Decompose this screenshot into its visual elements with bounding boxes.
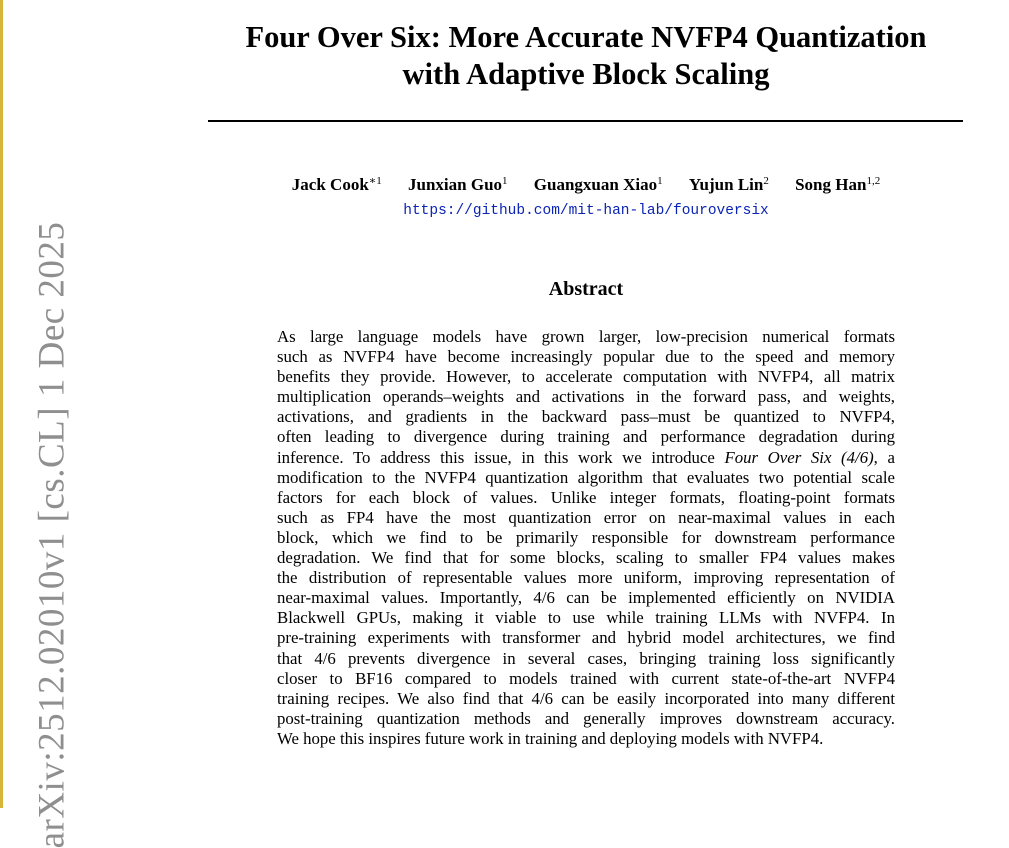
- abstract-line: [277, 387, 895, 407]
- author-name: Jack Cook: [291, 175, 369, 194]
- abstract-text-run: such as FP4 have the most quantization error on near-maximal values in each: [277, 507, 895, 527]
- abstract-line: [277, 689, 895, 709]
- abstract-line: [277, 608, 895, 628]
- abstract-line: [277, 709, 895, 729]
- author-list: [180, 174, 992, 196]
- github-repo-link[interactable]: https://github.com/mit-han-lab/fouroversix: [403, 203, 769, 219]
- author-affiliation: 1,2: [866, 175, 881, 187]
- abstract-line: [277, 649, 895, 669]
- abstract-line: [277, 628, 895, 648]
- abstract-line: [277, 669, 895, 689]
- author-affiliation: 1: [502, 175, 508, 187]
- abstract-text-run: closer to BF16 compared to models trained with current state-of-the-art NVFP4: [277, 668, 895, 688]
- abstract-line: [277, 528, 895, 548]
- abstract-line: [277, 367, 895, 387]
- abstract-text-run: Blackwell GPUs, making it viable to use while training LLMs with NVFP4. In: [277, 608, 895, 628]
- abstract-line: [277, 488, 895, 508]
- abstract-line: [277, 468, 895, 488]
- author: [534, 174, 663, 196]
- author-affiliation: ∗1: [368, 175, 382, 187]
- abstract-text-run: the distribution of representable values more uniform, improving representation of: [277, 568, 895, 588]
- abstract-line: [277, 427, 895, 447]
- abstract-text-run: often leading to divergence during training and performance degradation during: [277, 427, 895, 447]
- title-divider: [208, 120, 963, 122]
- abstract-text-run: We hope this inspires future work in training and deploying models with NVFP4.: [277, 728, 824, 748]
- author-name: Song Han: [795, 175, 867, 194]
- abstract-text-run: inference. To address this issue, in this work we introduce: [277, 447, 725, 467]
- abstract-text-run: As large language models have grown larger, low-precision numerical formats: [277, 327, 895, 346]
- title-line: Four Over Six: More Accurate NVFP4 Quantization: [245, 20, 927, 54]
- author: [292, 174, 382, 196]
- abstract-text-run: that 4/6 prevents divergence in several cases, bringing training loss significantly: [277, 648, 895, 668]
- abstract-text-run: training recipes. We also find that 4/6 can be easily incorporated into many different: [277, 688, 895, 708]
- title-line: with Adaptive Block Scaling: [402, 57, 770, 91]
- author: [795, 174, 880, 196]
- abstract-line: [277, 548, 895, 568]
- abstract-text-run: activations, and gradients in the backward pass–must be quantized to NVFP4,: [277, 407, 895, 427]
- abstract-text-run: pre-training experiments with transformer and hybrid model architectures, we find: [277, 628, 895, 648]
- abstract-text-run: block, which we find to be primarily responsible for downstream performance: [277, 527, 895, 547]
- abstract-line: [277, 407, 895, 427]
- author-name: Junxian Guo: [408, 175, 503, 194]
- margin-rule: [0, 0, 3, 808]
- abstract-text-run: modification to the NVFP4 quantization algorithm that evaluates two potential scale: [277, 467, 895, 487]
- abstract-line: [277, 588, 895, 608]
- abstract-text-run: , a: [873, 447, 895, 467]
- abstract-text-run: such as NVFP4 have become increasingly popular due to the speed and memory: [277, 347, 895, 367]
- author-affiliation: 1: [657, 175, 663, 187]
- arxiv-identifier-stamp: arXiv:2512.02010v1 [cs.CL] 1 Dec 2025: [31, 221, 73, 848]
- abstract-heading: Abstract: [548, 278, 624, 300]
- paper-title: [180, 19, 992, 93]
- abstract-line: [277, 729, 895, 749]
- abstract-text-run: degradation. We find that for some blocks, scaling to smaller FP4 values makes: [277, 548, 895, 568]
- author: [689, 174, 769, 196]
- abstract-line: [277, 448, 895, 468]
- method-name: Four Over Six (4/6): [724, 447, 874, 467]
- abstract-text: [277, 327, 895, 749]
- abstract-text-run: benefits they provide. However, to accelerate computation with NVFP4, all matrix: [277, 367, 895, 387]
- abstract-text-run: post-training quantization methods and generally improves downstream accuracy.: [277, 708, 895, 728]
- abstract-line: [277, 347, 895, 367]
- abstract-text-run: factors for each block of values. Unlike integer formats, floating-point formats: [277, 487, 895, 507]
- abstract-text-run: near-maximal values. Importantly, 4/6 can be implemented efficiently on NVIDIA: [277, 588, 895, 608]
- abstract-line: [277, 327, 895, 347]
- abstract-text-run: multiplication operands–weights and activations in the forward pass, and weights,: [277, 387, 895, 407]
- author: [408, 174, 508, 196]
- author-name: Yujun Lin: [688, 175, 764, 194]
- abstract-line: [277, 508, 895, 528]
- abstract-line: [277, 568, 895, 588]
- author-name: Guangxuan Xiao: [533, 175, 658, 194]
- author-affiliation: 2: [763, 175, 769, 187]
